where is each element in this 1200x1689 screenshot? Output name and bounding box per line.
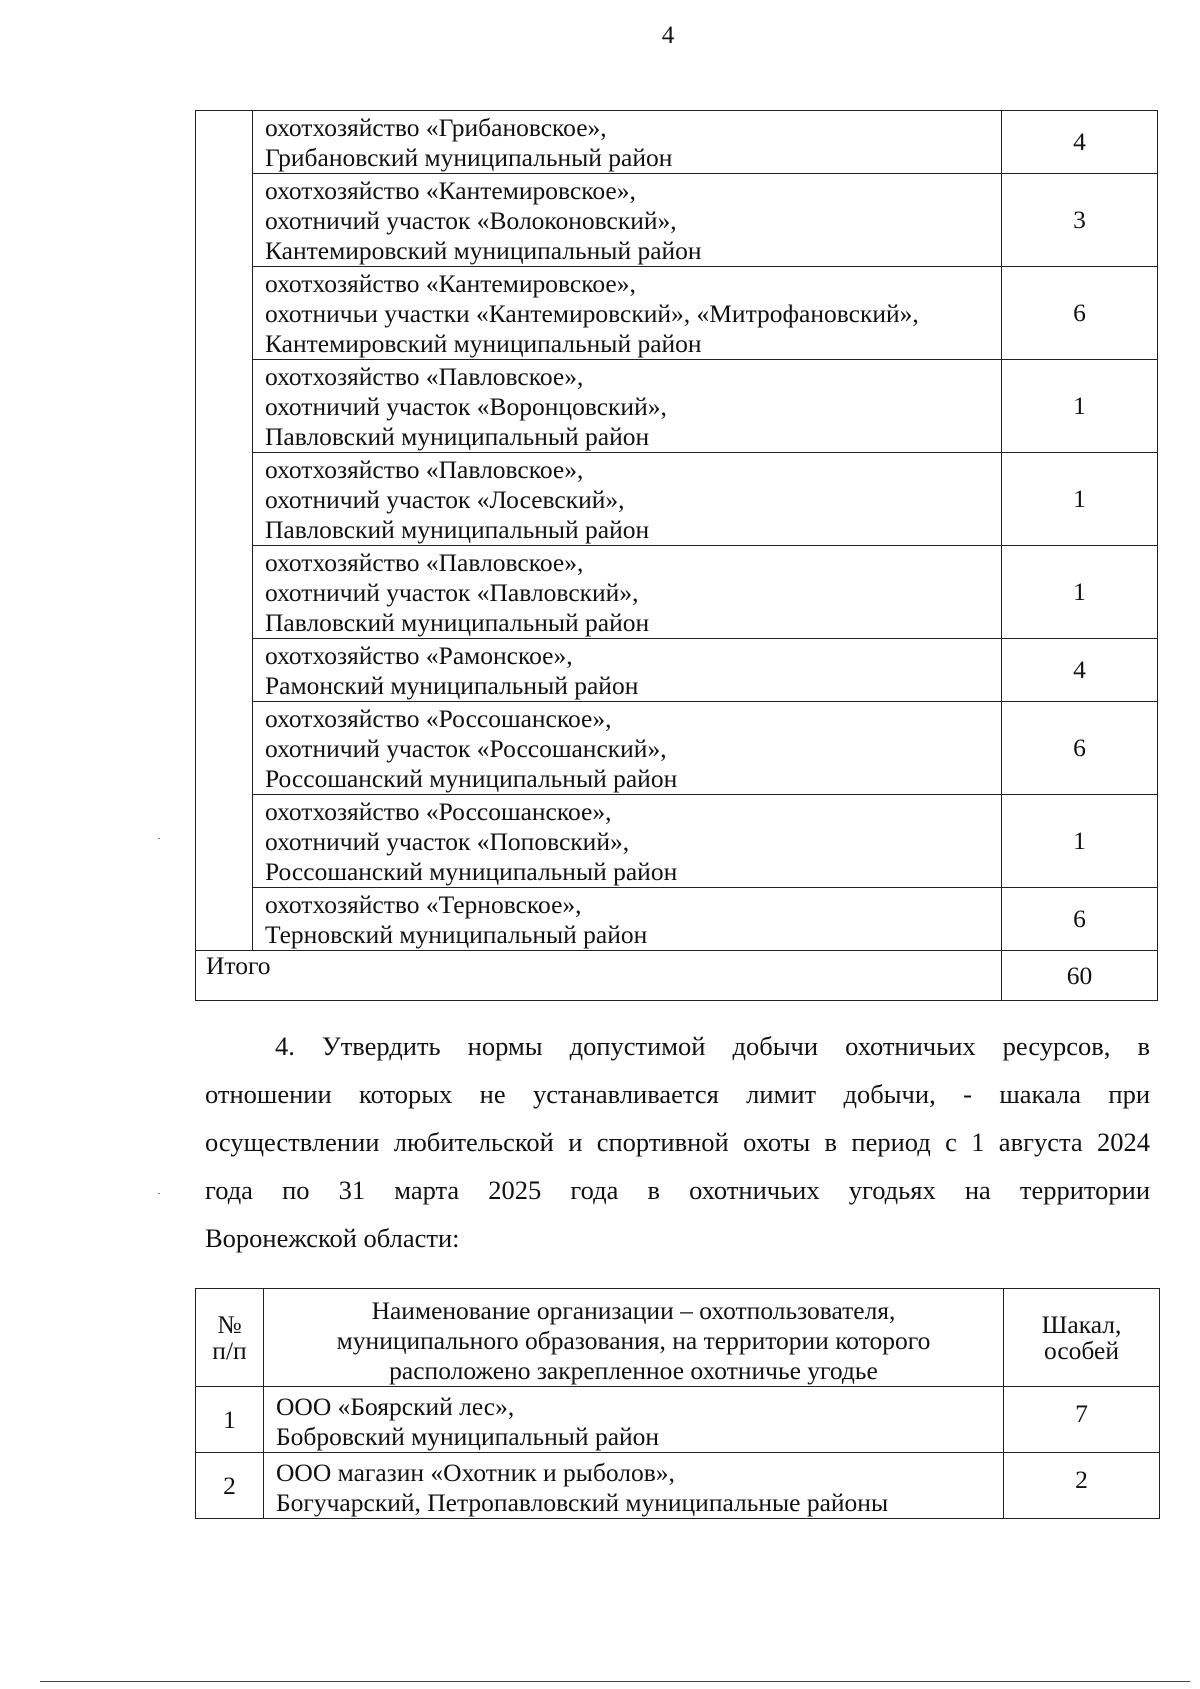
row-value: 6 [1002,702,1158,795]
row-name-line: охотхозяйство «Грибановское», [265,113,607,142]
paragraph-line: Воронежской области: [205,1223,460,1253]
table-row [196,639,1158,702]
row-name-cell [253,546,1002,639]
table-row [196,795,1158,888]
row-name-line: охотничий участок «Лосевский», [265,485,625,514]
row-name-line: Бобровский муниципальный район [276,1421,660,1451]
row-value: 4 [1002,111,1158,174]
table-row [196,267,1158,360]
row-name-line: охотхозяйство «Россошанское», [265,704,612,733]
row-value: 1 [1002,360,1158,453]
table-row [196,546,1158,639]
table-row [196,174,1158,267]
header-value-cell [1004,1289,1160,1387]
paragraph-item-4 [205,1022,1150,1262]
row-value: 4 [1002,639,1158,702]
table-row [196,888,1158,951]
paragraph-line: года по 31 марта 2025 года в охотничьих угодьях на территории [205,1175,1150,1205]
row-value: 3 [1002,174,1158,267]
row-number: 1 [196,1387,264,1453]
header-number-line: п/п [212,1335,247,1365]
row-name-line: Россошанский муниципальный район [265,764,678,793]
row-name-line: Кантемировский муниципальный район [265,329,702,358]
row-name-line: охотничий участок «Поповский», [265,827,630,856]
row-name-line: охотничий участок «Павловский», [265,578,639,607]
total-row [196,951,1158,1001]
row-name-line: охотхозяйство «Кантемировское», [265,269,636,298]
total-value: 60 [1002,951,1158,1001]
row-value: 2 [1004,1453,1160,1519]
row-name-cell [253,702,1002,795]
row-name-line: охотхозяйство «Павловское», [265,455,584,484]
row-value: 1 [1002,453,1158,546]
table-row [196,1453,1160,1519]
row-name-line: Богучарский, Петропавловский муниципальные районы [276,1487,889,1517]
header-name-line: расположено закрепленное охотничье угодье [389,1355,878,1385]
row-value: 7 [1004,1387,1160,1453]
row-name-line: охотхозяйство «Терновское», [265,890,582,919]
table-row [196,1387,1160,1453]
paragraph-line: отношении которых не устанавливается лимит добычи, - шакала при [205,1079,1150,1109]
margin-mark [158,838,160,839]
header-number-cell [196,1289,264,1387]
row-name-line: Рамонский муниципальный район [265,671,639,700]
table-row [196,702,1158,795]
row-name-line: охотничьи участки «Кантемировский», «Митрофановский», [265,299,919,328]
paragraph-line: осуществлении любительской и спортивной охоты в период с 1 августа 2024 [205,1127,1150,1157]
row-name-line: Павловский муниципальный район [265,422,650,451]
table-row [196,453,1158,546]
row-name-line: охотхозяйство «Кантемировское», [265,176,636,205]
row-value: 1 [1002,546,1158,639]
row-name-line: охотхозяйство «Павловское», [265,362,584,391]
row-name-cell [253,639,1002,702]
row-value: 6 [1002,888,1158,951]
row-name-line: Грибановский муниципальный район [265,143,673,172]
row-name-cell [253,360,1002,453]
row-name-cell [253,453,1002,546]
table-row [196,360,1158,453]
row-name-line: охотничий участок «Россошанский», [265,734,667,763]
row-name-line: охотхозяйство «Россошанское», [265,797,612,826]
jackal-quota-table [195,1288,1160,1519]
table-header-row [196,1289,1160,1387]
row-name-line: охотничий участок «Волоконовский», [265,206,677,235]
margin-mark [158,1193,160,1194]
row-name-line: ООО «Боярский лес», [276,1391,515,1421]
table-row [196,111,1158,174]
row-name-cell [253,795,1002,888]
row-number: 2 [196,1453,264,1519]
page-number: 4 [661,22,675,49]
row-name-line: охотхозяйство «Рамонское», [265,641,573,670]
row-name-line: Россошанский муниципальный район [265,857,678,886]
row-name-line: ООО магазин «Охотник и рыболов», [276,1457,675,1487]
total-label: Итого [196,951,1002,1001]
page-bottom-rule [40,1681,1190,1682]
row-value: 1 [1002,795,1158,888]
header-name-cell [264,1289,1004,1387]
header-name-line: муниципального образования, на территории которого [336,1325,931,1355]
header-value-line: особей [1043,1335,1120,1365]
row-name-cell [264,1387,1004,1453]
row-name-cell [253,174,1002,267]
header-value-line: Шакал, [1041,1309,1122,1339]
row-name-line: Терновский муниципальный район [265,920,648,949]
row-name-line: Павловский муниципальный район [265,608,650,637]
row-name-line: Павловский муниципальный район [265,515,650,544]
row-name-cell [253,267,1002,360]
header-name-line: Наименование организации – охотпользователя, [371,1295,896,1325]
row-value: 6 [1002,267,1158,360]
paragraph-line: 4. Утвердить нормы допустимой добычи охотничьих ресурсов, в [275,1031,1150,1061]
row-name-line: охотничий участок «Воронцовский», [265,392,667,421]
hunting-quota-table-continued [195,110,1158,1001]
row-name-cell [253,888,1002,951]
row-name-line: охотхозяйство «Павловское», [265,548,584,577]
header-number-line: № [217,1309,242,1339]
row-name-line: Кантемировский муниципальный район [265,236,702,265]
row-name-cell [264,1453,1004,1519]
merged-number-cell [196,111,253,951]
row-name-cell [253,111,1002,174]
